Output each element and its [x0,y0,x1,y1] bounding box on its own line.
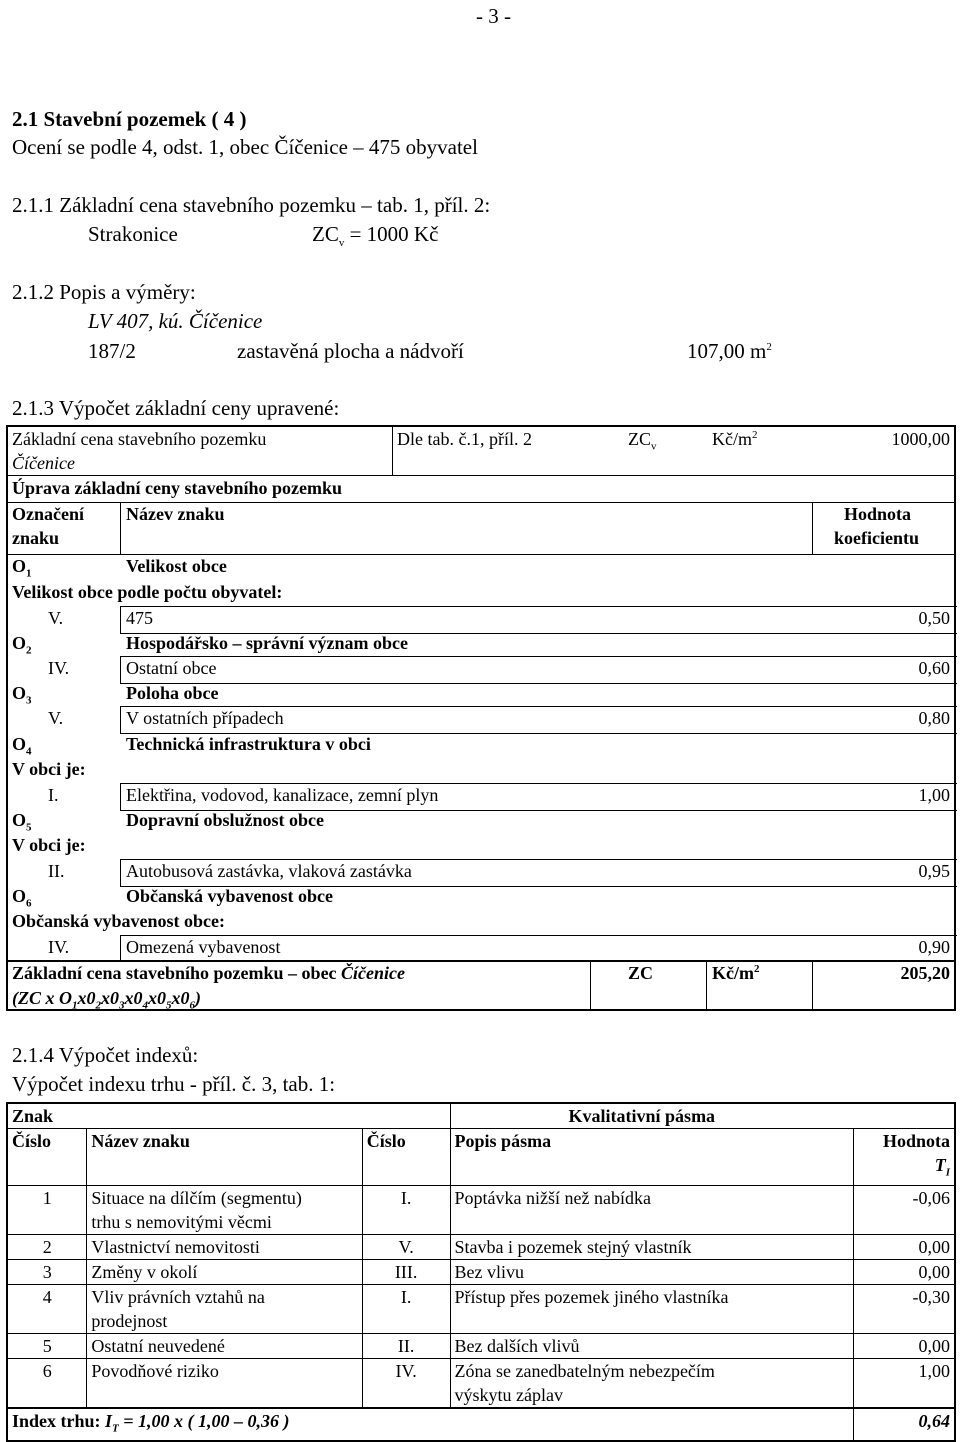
section-heading-2-1-3: 2.1.3 Výpočet základní ceny upravené: [12,396,340,420]
zone-value-header: Hodnota $T_I$ [853,1129,955,1186]
final-formula: (ZC x $O_1x0_2x0_3x0_4x0_5x0_6$) [12,988,201,1012]
parcel-description: zastavěná plocha a nádvoří [237,339,464,363]
o4-name: Technická infrastruktura v obci [126,734,371,754]
o3-row-value: 0,80 [918,708,950,728]
section-heading-2-1-4: 2.1.4 Výpočet indexů: [12,1043,199,1067]
o4-row-code: I. [48,785,59,805]
o2-code: $O_2$ [12,633,32,657]
o4-code: $O_4$ [12,734,32,758]
base-price-value: 1000,00 [891,429,950,449]
o6-code: $O_6$ [12,886,32,910]
parcel-number: 187/2 [88,339,136,363]
final-price-label: Základní cena stavebního pozemku – obec Číčenice [12,963,406,983]
o6-name: Občanská vybavenost obce [126,886,334,906]
market-index-total: Index trhu: $I_T = 1,00$ x ( 1,00 – 0,36 ) [7,1408,853,1442]
zone-desc-header: Popis pásma [450,1129,853,1186]
market-index-subheading: Výpočet indexu trhu - příl. č. 3, tab. 1: [12,1072,336,1096]
page-number: - 3 - [476,4,511,28]
table-row: 2 Vlastnictví nemovitosti V. Stavba i pozemek stejný vlastník 0,00 [7,1234,955,1259]
market-index-value: 0,64 [853,1408,955,1442]
o3-row-name: V ostatních případech [126,708,284,728]
o3-row-code: V. [48,708,64,728]
name-header: Název znaku [126,504,225,524]
table-row: 6 Povodňové riziko IV. Zóna se zanedbatelným nebezpečím výskytu záplav 1,00 [7,1358,955,1408]
code-header-2: znaku [12,528,60,548]
source-reference: Dle tab. č.1, příl. 2 [397,429,532,449]
o4-row-name: Elektřina, vodovod, kanalizace, zemní plyn [126,785,439,805]
parcel-area: 107,00 $m^2$ [687,339,772,363]
base-price: $ZC_v = 1000$ Kč [312,222,439,250]
final-zc: ZC [628,963,654,983]
place-name: Strakonice [88,222,178,246]
value-header-2: koeficientu [834,528,919,548]
o6-row-code: IV. [48,937,70,957]
o6-row-name: Omezená vybavenost [126,937,281,957]
o1-name: Velikost obce [126,556,227,576]
unit-label: $Kč/m^2$ [712,429,758,449]
quality-zones-header: Kvalitativní pásma [450,1103,955,1129]
o2-row-code: IV. [48,658,70,678]
table-row: 1 Situace na dílčím (segmentu) trhu s nemovitými věcmi I. Poptávka nižší než nabídka -0,06 [7,1185,955,1234]
table-row: 3 Změny v okolí III. Bez vlivu 0,00 [7,1259,955,1284]
o2-name: Hospodářsko – správní význam obce [126,633,409,653]
valuation-note: Ocení se podle 4, odst. 1, obec Číčenice – 475 obyvatel [12,135,478,159]
table-row: 4 Vliv právních vztahů na prodejnost I. Přístup přes pozemek jiného vlastníka -0,30 [7,1284,955,1333]
zc-label: $ZC_v$ [628,429,657,453]
number-header: Číslo [7,1129,87,1186]
o1-row-code: V. [48,608,64,628]
section-heading-2-1-1: 2.1.1 Základní cena stavebního pozemku – tab. 1, příl. 2: [12,193,491,217]
sign-header: Znak [7,1103,450,1129]
o5-row-value: 0,95 [918,861,950,881]
value-header: Hodnota [844,504,912,524]
zone-number-header: Číslo [362,1129,450,1186]
municipality-label: Číčenice [12,453,75,473]
o5-code: $O_5$ [12,810,32,834]
o1-note: Velikost obce podle počtu obyvatel: [12,582,283,602]
o2-row-value: 0,60 [918,658,950,678]
base-price-label: Základní cena stavebního pozemku [12,429,267,449]
o5-row-code: II. [48,861,65,881]
lv-info: LV 407, kú. Číčenice [88,309,263,333]
o6-row-value: 0,90 [918,937,950,957]
o2-row-name: Ostatní obce [126,658,217,678]
o1-row-value: 0,50 [918,608,950,628]
final-value: 205,20 [900,963,950,983]
o5-name: Dopravní obslužnost obce [126,810,325,830]
o5-row-name: Autobusová zastávka, vlaková zastávka [126,861,412,881]
base-price-table [6,425,956,1011]
table-row: 5 Ostatní neuvedené II. Bez dalších vlivů 0,00 [7,1333,955,1358]
adjustment-heading: Úprava základní ceny stavebního pozemku [12,478,343,498]
final-unit: $Kč/m^2$ [712,963,760,983]
o3-name: Poloha obce [126,683,219,703]
o4-note: V obci je: [12,759,86,779]
o3-code: $O_3$ [12,683,32,707]
o6-note: Občanská vybavenost obce: [12,911,226,931]
sign-name-header: Název znaku [87,1129,362,1186]
o5-note: V obci je: [12,835,86,855]
code-header: Označení [12,504,84,524]
section-heading-2-1: 2.1 Stavební pozemek ( 4 ) [12,107,247,131]
market-index-table [6,1102,956,1442]
o1-row-name: 475 [126,608,153,628]
o1-code: $O_1$ [12,556,32,580]
section-heading-2-1-2: 2.1.2 Popis a výměry: [12,280,196,304]
o4-row-value: 1,00 [918,785,950,805]
